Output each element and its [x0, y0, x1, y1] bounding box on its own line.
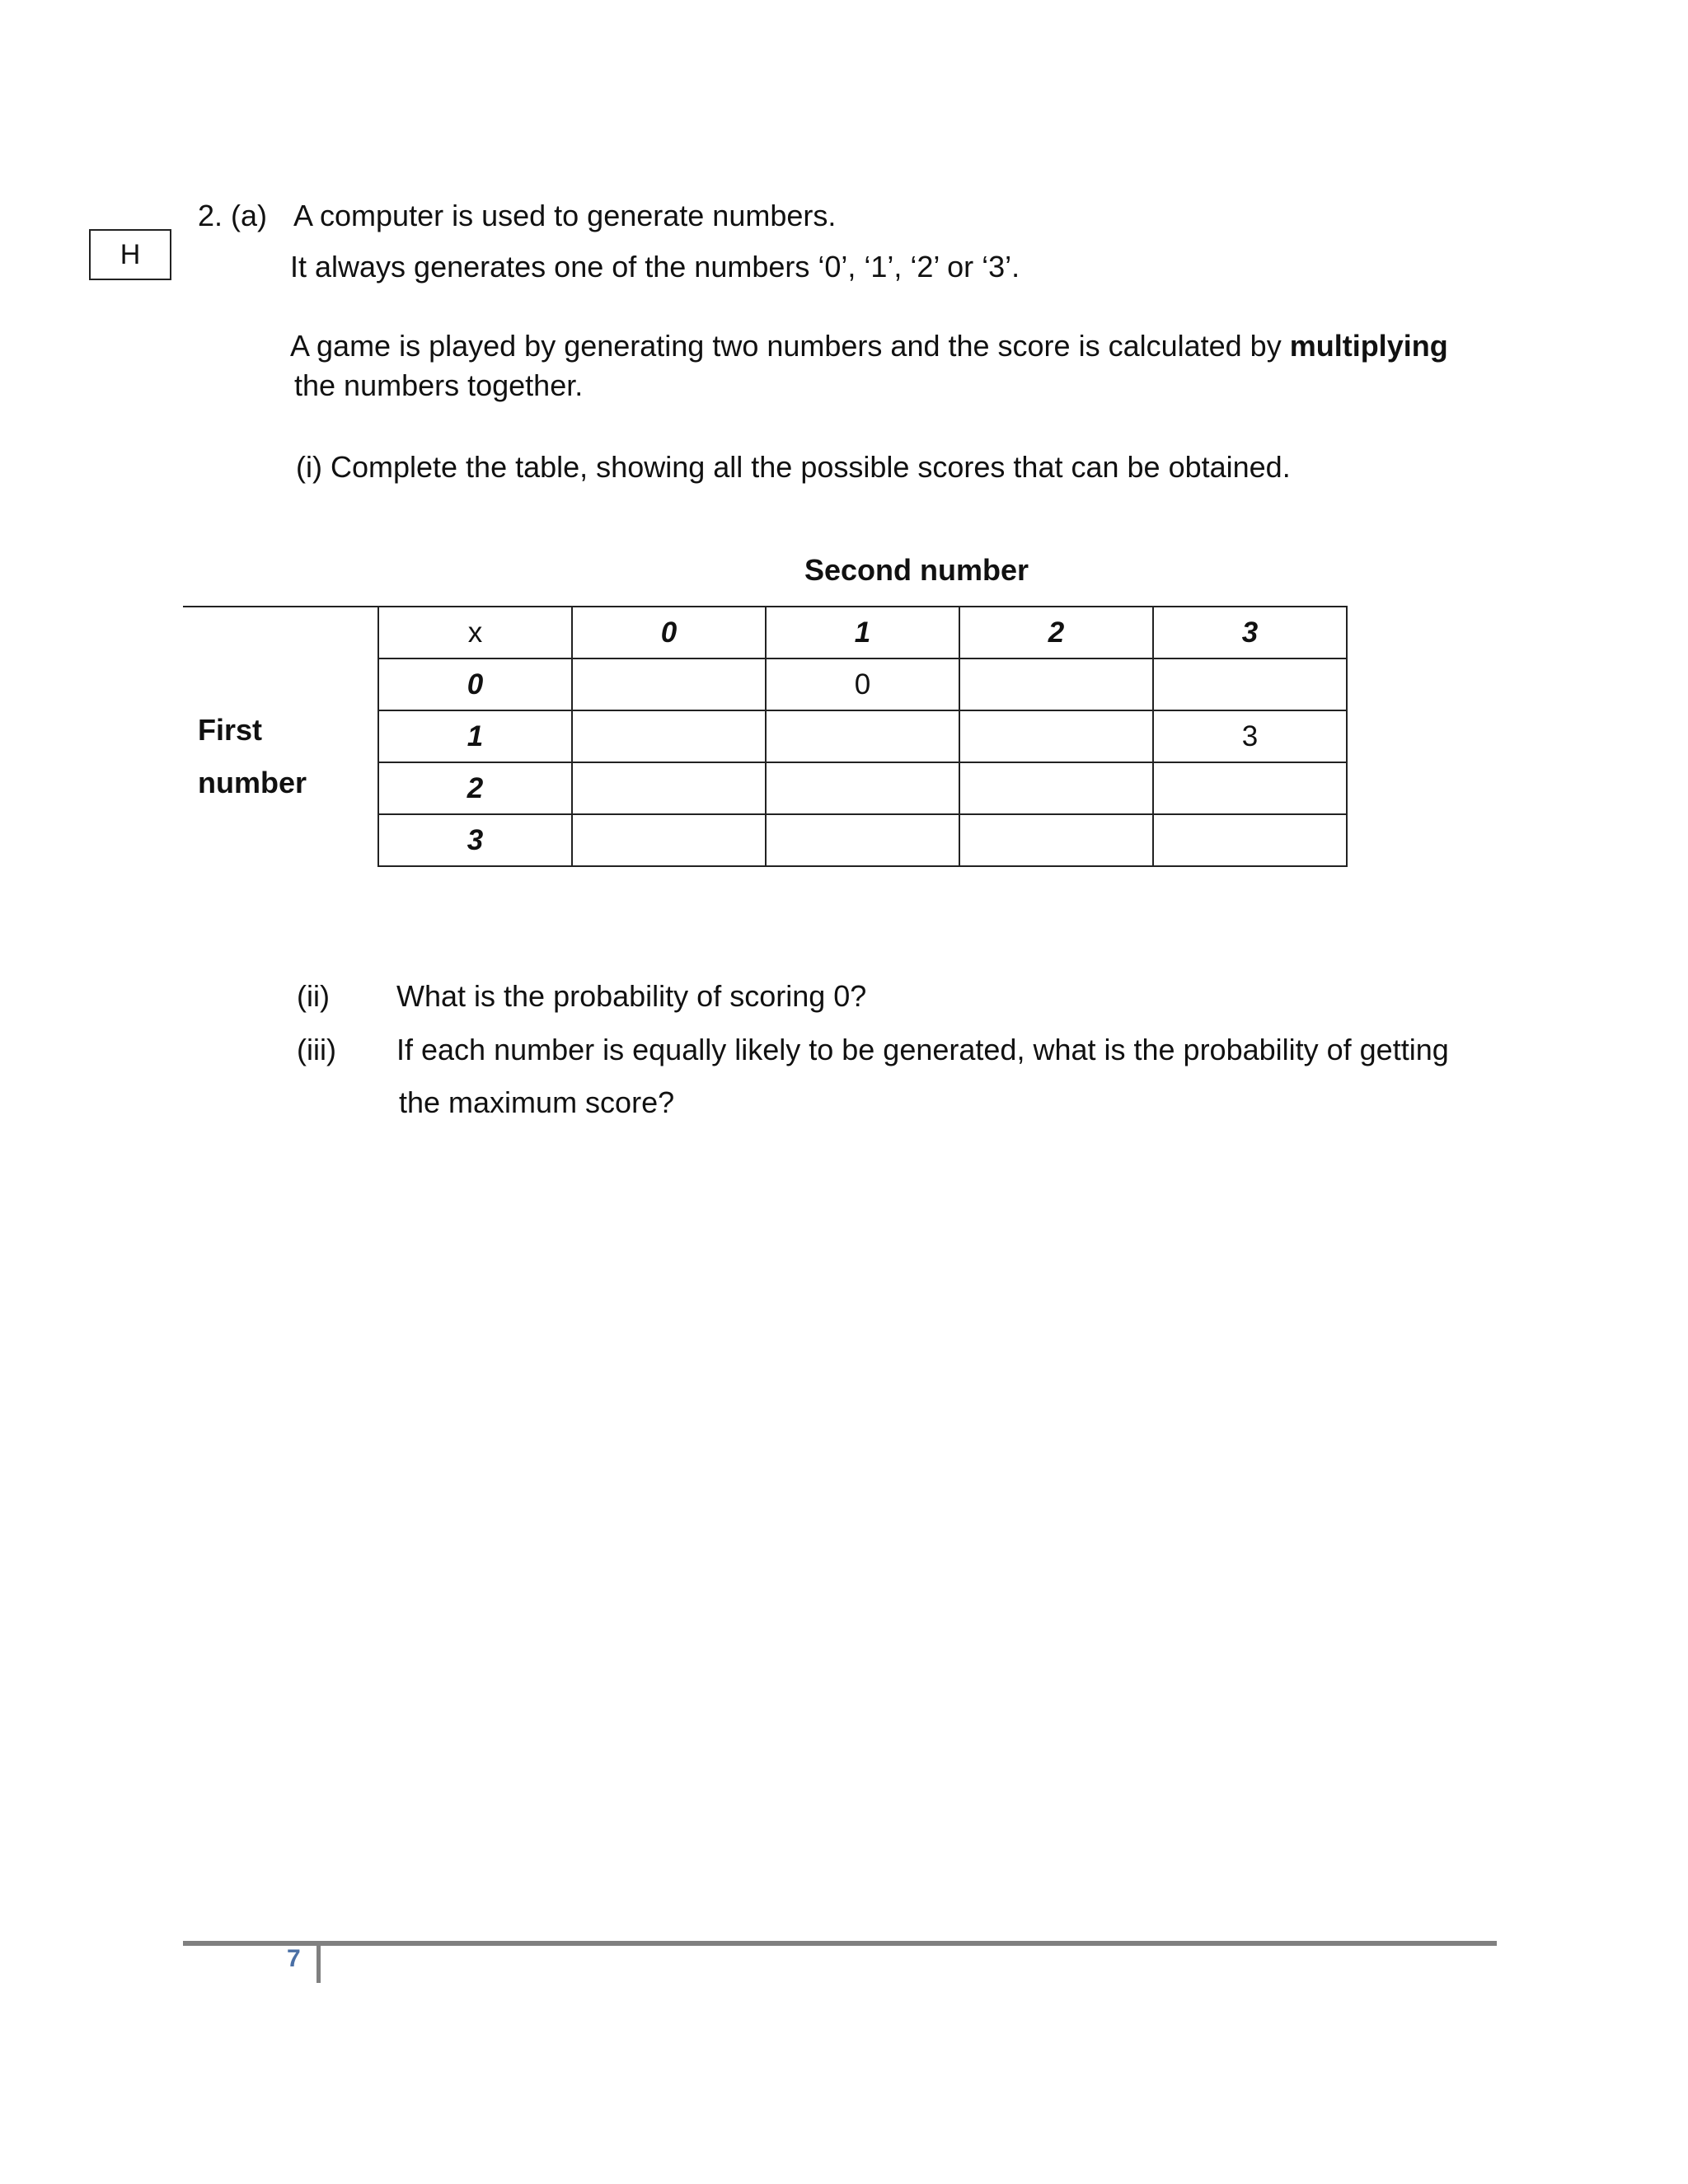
- question-line-3: [290, 328, 1448, 364]
- part-ii-question: What is the probability of scoring 0?: [396, 979, 867, 1013]
- score-cell[interactable]: 0: [766, 658, 959, 710]
- column-axis-title: Second number: [804, 553, 1029, 587]
- row-axis-title-line-1: First: [198, 713, 263, 747]
- row-header: 2: [378, 762, 572, 814]
- score-cell[interactable]: [1153, 658, 1347, 710]
- part-iii-label: (iii): [297, 1033, 336, 1066]
- column-header: 2: [959, 607, 1153, 658]
- score-cell[interactable]: [572, 762, 766, 814]
- column-header: 1: [766, 607, 959, 658]
- column-header: 3: [1153, 607, 1347, 658]
- score-cell[interactable]: [766, 710, 959, 762]
- row-axis-title-line-2: number: [198, 766, 307, 799]
- question-line-3-text: A game is played by generating two numbers and the score is calculated by: [290, 329, 1290, 363]
- row-header: 3: [378, 814, 572, 866]
- score-cell[interactable]: [959, 762, 1153, 814]
- score-cell[interactable]: [1153, 762, 1347, 814]
- table-row: [378, 814, 1347, 866]
- multiplication-table: [377, 606, 1348, 867]
- part-iii-question-line-1: If each number is equally likely to be generated, what is the probability of getting: [396, 1033, 1449, 1066]
- score-cell[interactable]: [572, 658, 766, 710]
- score-cell[interactable]: [959, 814, 1153, 866]
- tier-label-box: [89, 229, 171, 280]
- page-number: 7: [287, 1945, 301, 1972]
- row-header: 0: [378, 658, 572, 710]
- score-cell[interactable]: [959, 658, 1153, 710]
- question-line-4: the numbers together.: [294, 368, 584, 402]
- score-cell[interactable]: [959, 710, 1153, 762]
- question-line-2: It always generates one of the numbers ‘0’, ‘1’, ‘2’ or ‘3’.: [290, 250, 1020, 284]
- table-row: [378, 762, 1347, 814]
- keyword-multiplying: multiplying: [1289, 329, 1448, 363]
- part-i-instruction: (i) Complete the table, showing all the possible scores that can be obtained.: [296, 450, 1291, 484]
- table-row: [378, 710, 1347, 762]
- score-cell[interactable]: [1153, 814, 1347, 866]
- table-header-row: [378, 607, 1347, 658]
- footer-rule: [183, 1941, 1497, 1946]
- score-cell[interactable]: [572, 814, 766, 866]
- axis-divider-line: [183, 606, 379, 607]
- score-cell[interactable]: [766, 762, 959, 814]
- table-row: [378, 658, 1347, 710]
- question-line-1: A computer is used to generate numbers.: [293, 199, 837, 232]
- tier-label: H: [120, 238, 141, 270]
- row-header: 1: [378, 710, 572, 762]
- score-cell[interactable]: 3: [1153, 710, 1347, 762]
- part-iii-question-line-2: the maximum score?: [399, 1085, 675, 1119]
- part-ii-label: (ii): [297, 979, 330, 1013]
- score-cell[interactable]: [572, 710, 766, 762]
- score-cell[interactable]: [766, 814, 959, 866]
- footer-tick: [316, 1943, 321, 1983]
- question-number: 2. (a): [198, 199, 268, 232]
- column-header: 0: [572, 607, 766, 658]
- table-corner-cell: x: [378, 607, 572, 658]
